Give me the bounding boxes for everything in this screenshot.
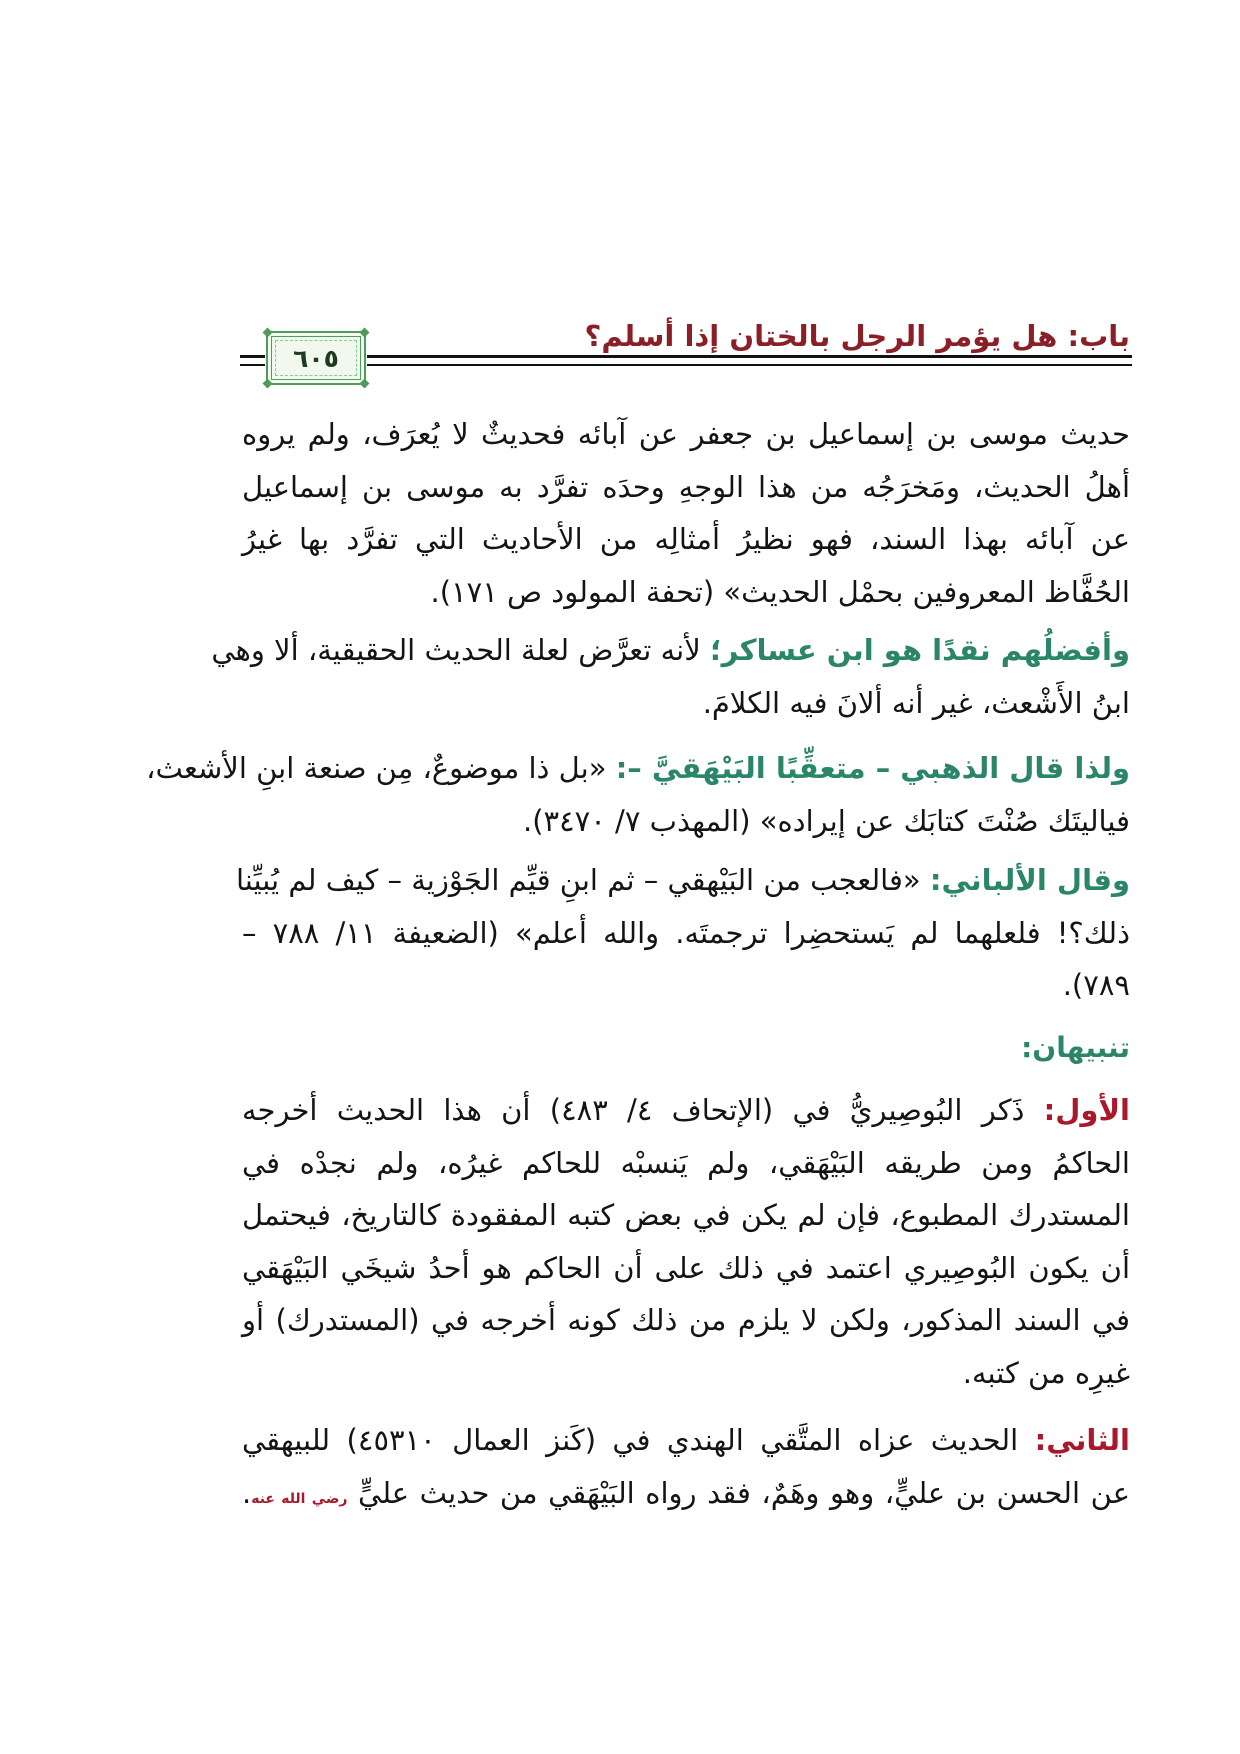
page-number: ٦٠٥ (293, 343, 339, 373)
paragraph-lead: الثاني: (1034, 1423, 1130, 1457)
notes-heading: تنبيهان: (1021, 1031, 1130, 1064)
text-line: الحاكمُ ومن طريقه البَيْهَقي، ولم يَنسبْه للحاكم غيرُه، ولم نجدْه في (242, 1145, 1130, 1180)
text-line: حديث موسى بن إسماعيل بن جعفر عن آبائه فحديثٌ لا يُعرَف، ولم يروه (242, 417, 1130, 451)
text-line: المستدرك المطبوع، فإن لم يكن في بعض كتبه المفقودة كالتاريخ، فيحتمل (242, 1198, 1130, 1232)
header-double-rule-right (367, 355, 1132, 366)
text-line: ذلك؟! فلعلهما لم يَستحضِرا ترجمتَه. والله أعلم» (الضعيفة ١١/ ٧٨٨ – (242, 915, 1130, 950)
paragraph-note-first (242, 1084, 1130, 1399)
text-line (242, 1467, 1130, 1520)
paragraph-quote-end (242, 408, 1130, 618)
text-line: فياليتَك صُنْتَ كتابَك عن إيراده» (المهذب ٧/ ٣٤٧٠). (522, 803, 1130, 838)
text-segment: «بل ذا موضوعٌ، مِن صنعة ابنِ الأشعث، (146, 751, 607, 785)
text-segment: الحديث عزاه المتَّقي الهندي في (كَنز العمال ٤٥٣١٠) للبيهقي (242, 1423, 1019, 1457)
text-line: أن يكون البُوصِيري اعتمد في ذلك على أن الحاكم هو أحدُ شيخَي البَيْهَقي (242, 1250, 1130, 1285)
text-line: ابنُ الأَشْعث، غير أنه ألانَ فيه الكلامَ. (702, 685, 1130, 720)
paragraph-note-second (242, 1414, 1130, 1519)
page-number-frame (266, 331, 366, 385)
text-line (242, 1414, 1130, 1467)
text-line: الحُفَّاظ المعروفين بحمْل الحديث» (تحفة المولود ص ١٧١). (430, 574, 1130, 609)
text-line (242, 1084, 1130, 1137)
paragraph-lead: وقال الألباني: (929, 863, 1130, 897)
text-segment: ذَكر البُوصِيريُّ في (الإتحاف ٤/ ٤٨٣) أن هذا الحديث أخرجه (242, 1093, 1025, 1127)
text-line: في السند المذكور، ولكن لا يلزم من ذلك كونه أخرجه في (المستدرك) أو (242, 1303, 1130, 1337)
text-line (211, 624, 1130, 677)
closing-period: . (242, 1475, 252, 1510)
text-line: غيرِه من كتبه. (962, 1355, 1130, 1390)
honorific-glyph: رضي الله عنه (251, 1490, 348, 1507)
text-line (235, 854, 1130, 907)
paragraph-dhahabi (146, 742, 1130, 847)
paragraph-albani (235, 854, 1130, 1012)
paragraph-lead: الأول: (1043, 1093, 1130, 1127)
text-line (146, 742, 1130, 795)
text-segment: لأنه تعرَّض لعلة الحديث الحقيقية، ألا وهي (211, 633, 701, 667)
paragraph-lead: ولذا قال الذهبي – متعقِّبًا البَيْهَقيَّ –: (615, 751, 1130, 785)
chapter-title: باب: هل يؤمر الرجل بالختان إذا أسلم؟ (584, 319, 1130, 353)
header-double-rule-left (240, 355, 265, 366)
text-segment: «فالعجب من البَيْهقي – ثم ابنِ قيِّم الجَوْزية – كيف لم يُبيِّنا (235, 863, 921, 897)
text-segment: عن الحسن بن عليٍّ، وهو وهَمٌ، فقد رواه البَيْهَقي من حديث عليٍّ (358, 1475, 1131, 1510)
text-line: أهلُ الحديث، ومَخرَجُه من هذا الوجهِ وحدَه تفرَّد به موسى بن إسماعيل (242, 469, 1130, 504)
paragraph-lead: وأفضلُهم نقدًا هو ابن عساكر؛ (709, 633, 1130, 667)
text-line: ٧٨٩). (1062, 968, 1130, 1002)
paragraph-ibn-asakir (211, 624, 1130, 729)
text-line: عن آبائه بهذا السند، فهو نظيرُ أمثالِه من الأحاديث التي تفرَّد بها غيرُ (242, 522, 1130, 556)
